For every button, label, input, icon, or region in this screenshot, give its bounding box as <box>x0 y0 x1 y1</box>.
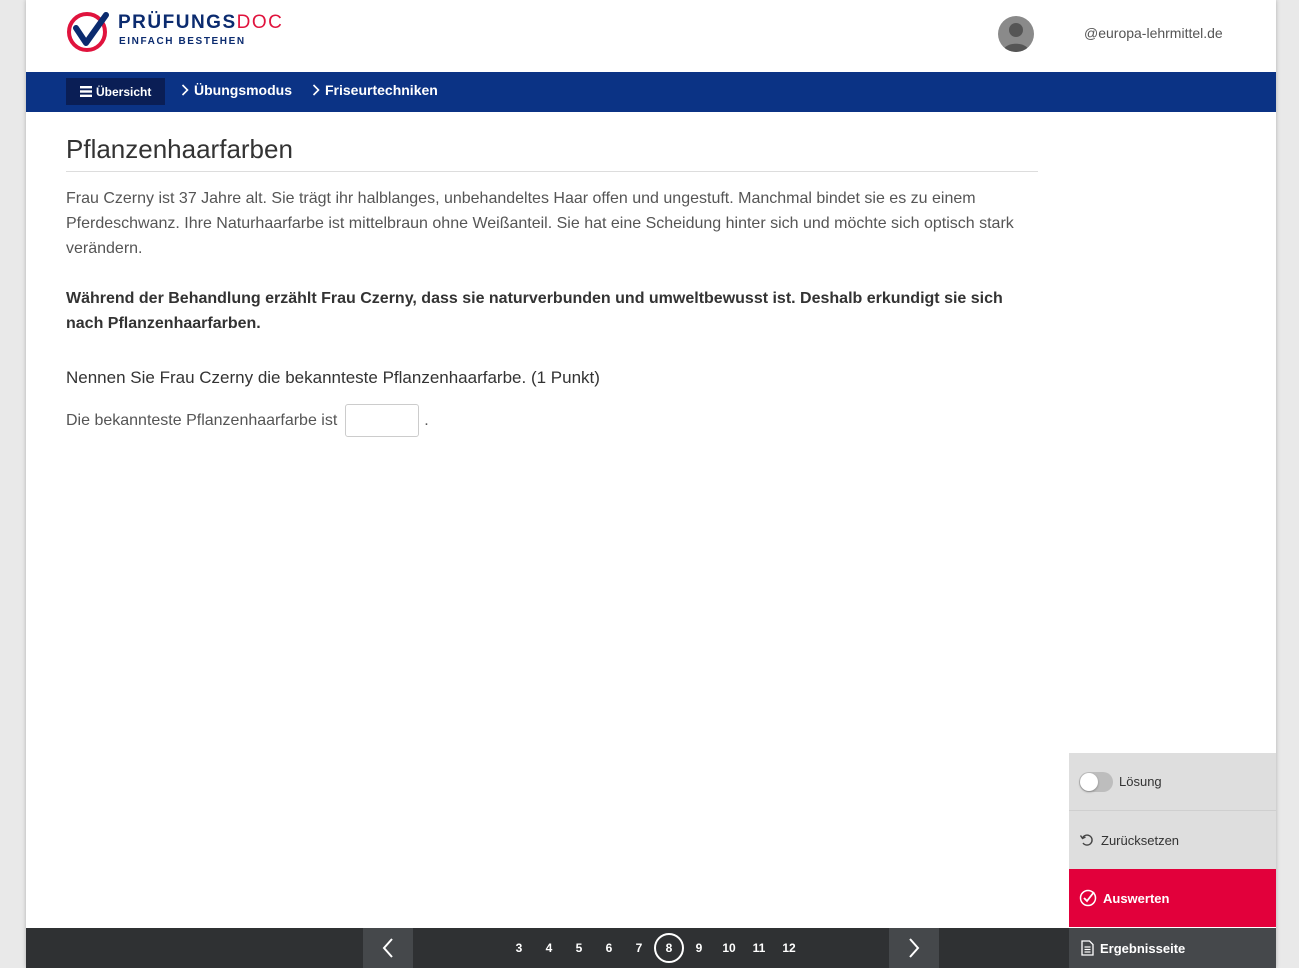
reset-button[interactable] <box>1069 811 1276 869</box>
breadcrumb-label: Übungsmodus <box>194 82 292 98</box>
user-silhouette-icon <box>998 16 1034 52</box>
page-button[interactable]: 3 <box>515 941 523 955</box>
page-button[interactable]: 7 <box>635 941 643 955</box>
pruefungsdoc-logo[interactable] <box>66 10 296 54</box>
answer-prefix: Die bekannteste Pflanzenhaarfarbe ist <box>66 411 338 429</box>
hamburger-icon <box>80 86 92 97</box>
check-circle-icon <box>1079 889 1097 907</box>
action-panel <box>1069 753 1276 927</box>
overview-label: Übersicht <box>96 84 152 99</box>
evaluate-label: Auswerten <box>1103 890 1170 906</box>
page-title: Pflanzenhaarfarben <box>66 134 293 164</box>
bottom-navigation-bar <box>26 928 1276 968</box>
page-button[interactable]: 10 <box>722 941 736 955</box>
toggle-knob <box>1080 773 1098 791</box>
page-button[interactable]: 9 <box>695 941 703 955</box>
answer-row <box>66 404 429 437</box>
overview-button[interactable] <box>66 78 165 105</box>
task-intro-text: Frau Czerny ist 37 Jahre alt. Sie trägt ihr halblanges, unbehandeltes Haar offen und ungestuft. Manchmal bindet sie es zu einem Pferdeschwanz. Ihre Naturhaarfarbe ist mittelbraun ohne Weißanteil. Sie hat eine Scheidung hinter sich und möchte sich optisch stark verändern. <box>66 190 1014 257</box>
page-button[interactable]: 6 <box>605 941 613 955</box>
page-button-current[interactable]: 8 <box>654 933 684 963</box>
evaluate-button[interactable] <box>1069 869 1276 927</box>
next-question-button[interactable] <box>889 928 939 968</box>
pagination <box>504 928 804 968</box>
logo-check-icon <box>66 10 110 54</box>
breadcrumb-bar <box>26 72 1276 112</box>
top-header <box>26 0 1276 72</box>
answer-suffix: . <box>424 411 429 429</box>
results-page-button[interactable] <box>1069 928 1276 968</box>
reset-label: Zurücksetzen <box>1101 832 1180 848</box>
page-frame <box>26 0 1276 968</box>
user-email[interactable]: @europa-lehrmittel.de <box>1084 25 1223 41</box>
page-button[interactable]: 11 <box>752 941 766 955</box>
page-button[interactable]: 5 <box>575 941 583 955</box>
breadcrumb-label: Friseurtechniken <box>325 82 438 98</box>
page-button[interactable]: 4 <box>545 941 553 955</box>
breadcrumb-uebungsmodus[interactable] <box>181 82 292 98</box>
question-heading: Nennen Sie Frau Czerny die bekannteste Pflanzenhaarfarbe. (1 Punkt) <box>66 368 600 387</box>
solution-toggle-row[interactable] <box>1069 753 1276 811</box>
breadcrumb-friseurtechniken[interactable] <box>312 82 438 98</box>
logo-tagline: EINFACH BESTEHEN <box>119 36 246 47</box>
title-divider <box>66 171 1038 172</box>
task-scenario-text: Während der Behandlung erzählt Frau Czerny, dass sie naturverbunden und umweltbewusst ist. Deshalb erkundigt sie sich nach Pflanzenhaarfarben. <box>66 290 1003 332</box>
page-button[interactable]: 12 <box>782 941 796 955</box>
chevron-right-icon <box>312 84 320 96</box>
previous-question-button[interactable] <box>363 928 413 968</box>
solution-toggle[interactable] <box>1079 772 1113 792</box>
chevron-right-icon <box>181 84 189 96</box>
document-icon <box>1081 940 1094 956</box>
logo-wordmark: PRÜFUNGSDOC <box>118 12 284 33</box>
user-avatar[interactable] <box>998 16 1034 52</box>
answer-input[interactable] <box>345 404 419 437</box>
solution-label: Lösung <box>1119 774 1162 789</box>
reset-icon <box>1079 832 1095 848</box>
results-label: Ergebnisseite <box>1100 940 1186 956</box>
chevron-right-icon <box>907 937 921 959</box>
chevron-left-icon <box>381 937 395 959</box>
